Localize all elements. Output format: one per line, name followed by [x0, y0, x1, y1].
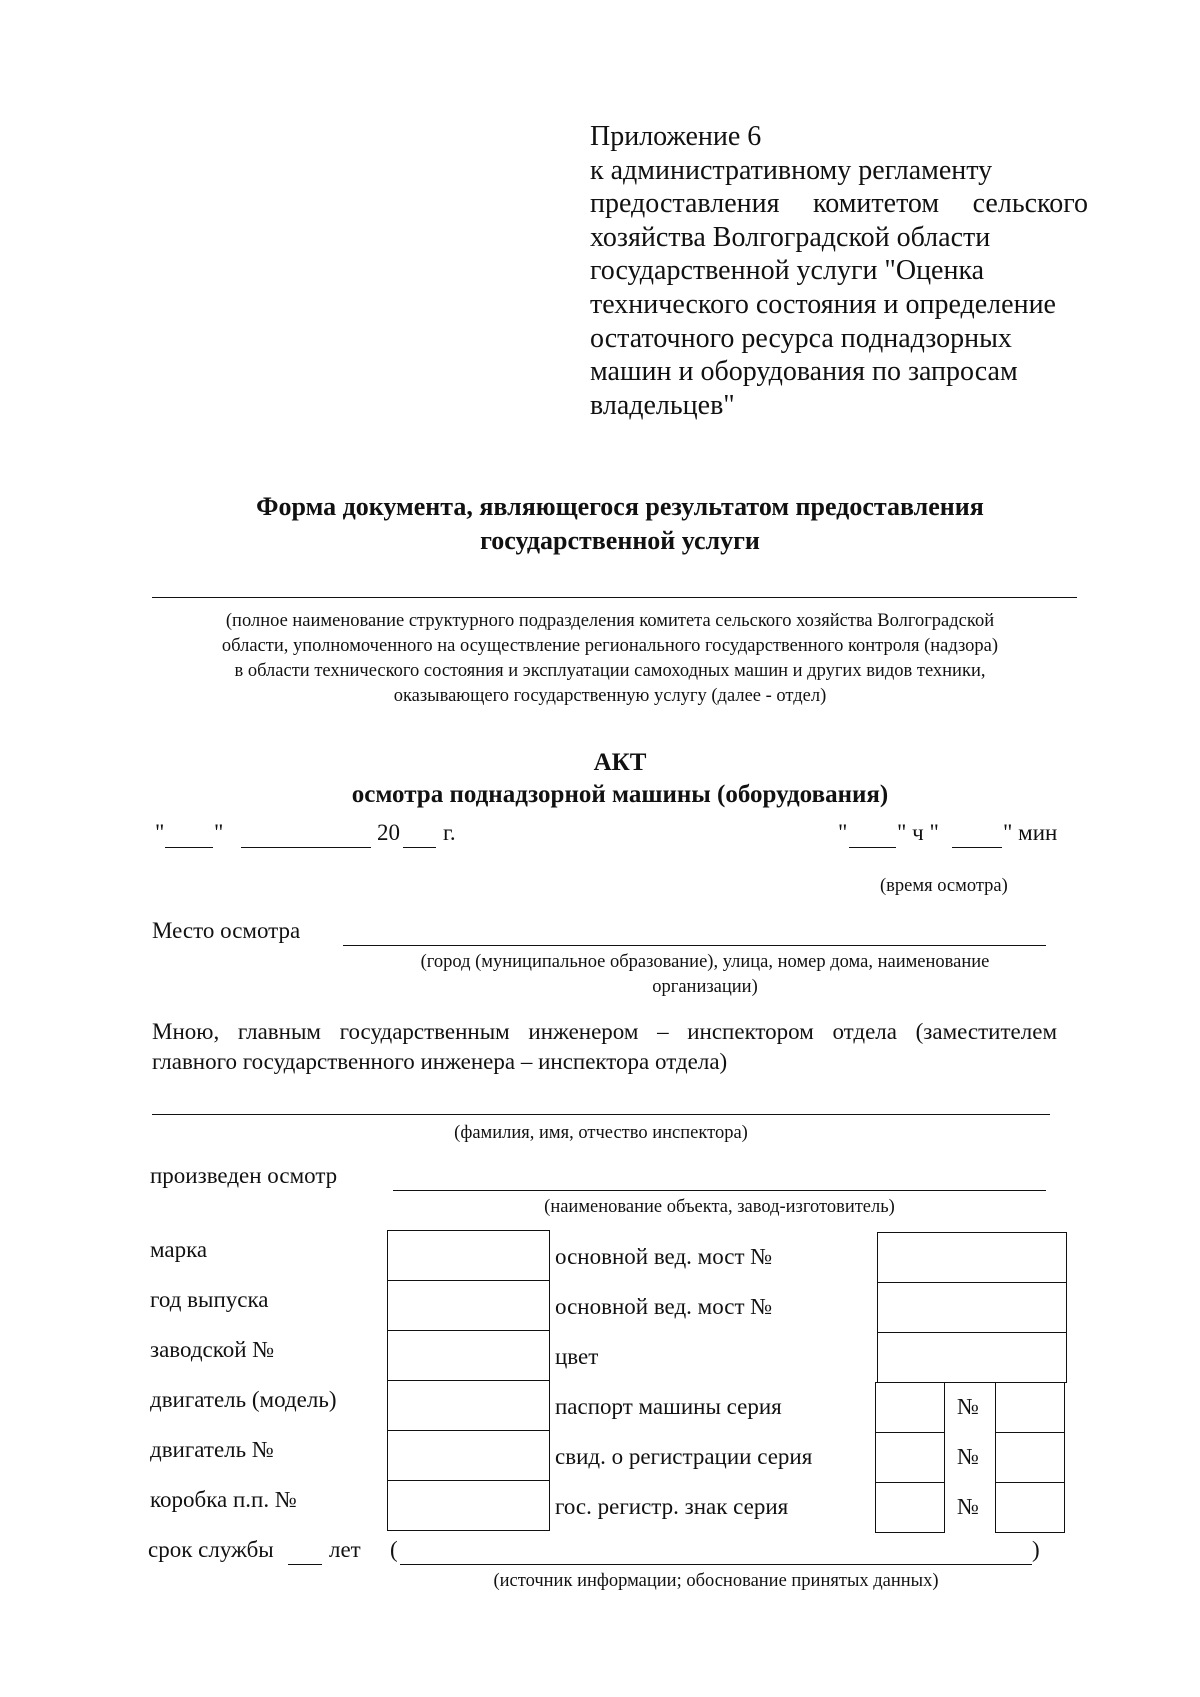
caption-line: (полное наименование структурного подразделения комитета сельского хозяйства Волгоградской	[225, 611, 995, 631]
field-label-registration-series: свид. о регистрации серия	[555, 1444, 813, 1469]
caption-line: области, уполномоченного на осуществление регионального государственного контроля (надзора)	[221, 636, 999, 656]
department-caption	[130, 609, 1090, 709]
field-label-year: год выпуска	[150, 1287, 269, 1312]
time-hours-blank	[849, 847, 896, 848]
form-title	[140, 490, 1100, 558]
time-quote-open: "	[838, 820, 848, 845]
passport-number-field[interactable]	[995, 1382, 1065, 1433]
field-label-gearbox-number: коробка п.п. №	[150, 1487, 297, 1512]
service-life-paren-close: )	[1032, 1537, 1040, 1562]
date-year-suffix: г.	[443, 820, 456, 845]
field-label-drive-axle-1: основной вед. мост №	[555, 1244, 773, 1269]
number-sign: №	[957, 1494, 979, 1519]
time-minutes-blank	[952, 847, 1002, 848]
form-title-line: государственной услуги	[480, 526, 760, 555]
act-title: АКТ	[593, 749, 647, 776]
appendix-line: предоставления комитетом сельского	[590, 188, 1088, 220]
place-label: Место осмотра	[152, 918, 301, 943]
service-life-unit: лет	[329, 1537, 361, 1562]
caption-line: (город (муниципальное образование), улица, номер дома, наименование	[420, 952, 990, 972]
appendix-line: Приложение 6	[590, 121, 762, 152]
caption-line: в области технического состояния и эксплуатации самоходных машин и других видов техники,	[234, 661, 986, 681]
passport-series-field[interactable]	[875, 1382, 945, 1433]
serial-field[interactable]	[387, 1330, 550, 1381]
registration-number-field[interactable]	[995, 1432, 1065, 1483]
inspector-text	[152, 1017, 1057, 1077]
field-label-plate-series: гос. регистр. знак серия	[555, 1494, 789, 1519]
appendix-header	[590, 120, 1088, 422]
date-month-blank	[241, 847, 371, 848]
inspector-text-line: Мною, главным государственным инженером – инспектором отдела (заместителем	[152, 1019, 1057, 1044]
caption-line: оказывающего государственную услугу (далее - отдел)	[393, 686, 827, 706]
appendix-line: хозяйства Волгоградской области	[590, 221, 991, 253]
form-title-line: Форма документа, являющегося результатом предоставления	[256, 492, 984, 521]
inspector-name-blank	[152, 1114, 1050, 1115]
field-label-color: цвет	[555, 1344, 599, 1369]
act-subtitle: осмотра поднадзорной машины (оборудования)	[351, 781, 889, 808]
date-day-blank	[165, 847, 213, 848]
appendix-line: владельцев"	[590, 389, 735, 421]
number-sign: №	[957, 1444, 979, 1469]
appendix-line: технического состояния и определение	[590, 288, 1056, 320]
date-quote-close: "	[214, 820, 224, 845]
service-life-label: срок службы	[148, 1537, 274, 1562]
appendix-line: к административному регламенту	[590, 154, 993, 186]
brand-field[interactable]	[387, 1230, 550, 1281]
place-blank	[343, 945, 1046, 946]
inspection-object-blank	[393, 1190, 1046, 1191]
number-sign: №	[957, 1394, 979, 1419]
service-life-caption: (источник информации; обоснование принятых данных)	[493, 1571, 939, 1591]
department-name-line	[152, 597, 1077, 598]
inspector-text-line: главного государственного инженера – инспектора отдела)	[152, 1049, 728, 1074]
caption-line: организации)	[652, 977, 758, 997]
inspection-caption: (наименование объекта, завод-изготовитель)	[544, 1197, 895, 1217]
field-label-drive-axle-2: основной вед. мост №	[555, 1294, 773, 1319]
field-label-engine-number: двигатель №	[150, 1437, 274, 1462]
year-field[interactable]	[387, 1280, 550, 1331]
time-hours-label: " ч "	[897, 820, 939, 845]
time-caption: (время осмотра)	[880, 876, 1008, 896]
engine-model-field[interactable]	[387, 1380, 550, 1431]
appendix-line: машин и оборудования по запросам	[590, 356, 1018, 388]
engine-number-field[interactable]	[387, 1430, 550, 1481]
inspector-caption: (фамилия, имя, отчество инспектора)	[454, 1123, 748, 1143]
service-life-source-blank	[400, 1564, 1032, 1565]
inspection-label: произведен осмотр	[150, 1163, 338, 1188]
service-life-paren-open: (	[390, 1537, 398, 1562]
date-quote-open: "	[155, 820, 165, 845]
drive-axle-1-field[interactable]	[877, 1232, 1067, 1283]
time-minutes-label: " мин	[1003, 820, 1058, 845]
plate-series-field[interactable]	[875, 1482, 945, 1533]
field-label-engine-model: двигатель (модель)	[150, 1387, 337, 1412]
field-label-passport-series: паспорт машины серия	[555, 1394, 782, 1419]
appendix-line: остаточного ресурса поднадзорных	[590, 322, 1012, 354]
field-label-brand: марка	[150, 1237, 208, 1262]
appendix-line: государственной услуги "Оценка	[590, 255, 985, 287]
date-year-prefix: 20	[377, 820, 400, 845]
place-caption	[370, 950, 1040, 1000]
color-field[interactable]	[877, 1332, 1067, 1383]
service-life-years-blank	[288, 1564, 322, 1565]
gearbox-number-field[interactable]	[387, 1480, 550, 1531]
plate-number-field[interactable]	[995, 1482, 1065, 1533]
date-year-blank	[403, 847, 436, 848]
registration-series-field[interactable]	[875, 1432, 945, 1483]
drive-axle-2-field[interactable]	[877, 1282, 1067, 1333]
field-label-serial: заводской №	[150, 1337, 275, 1362]
act-title-block	[140, 747, 1100, 811]
